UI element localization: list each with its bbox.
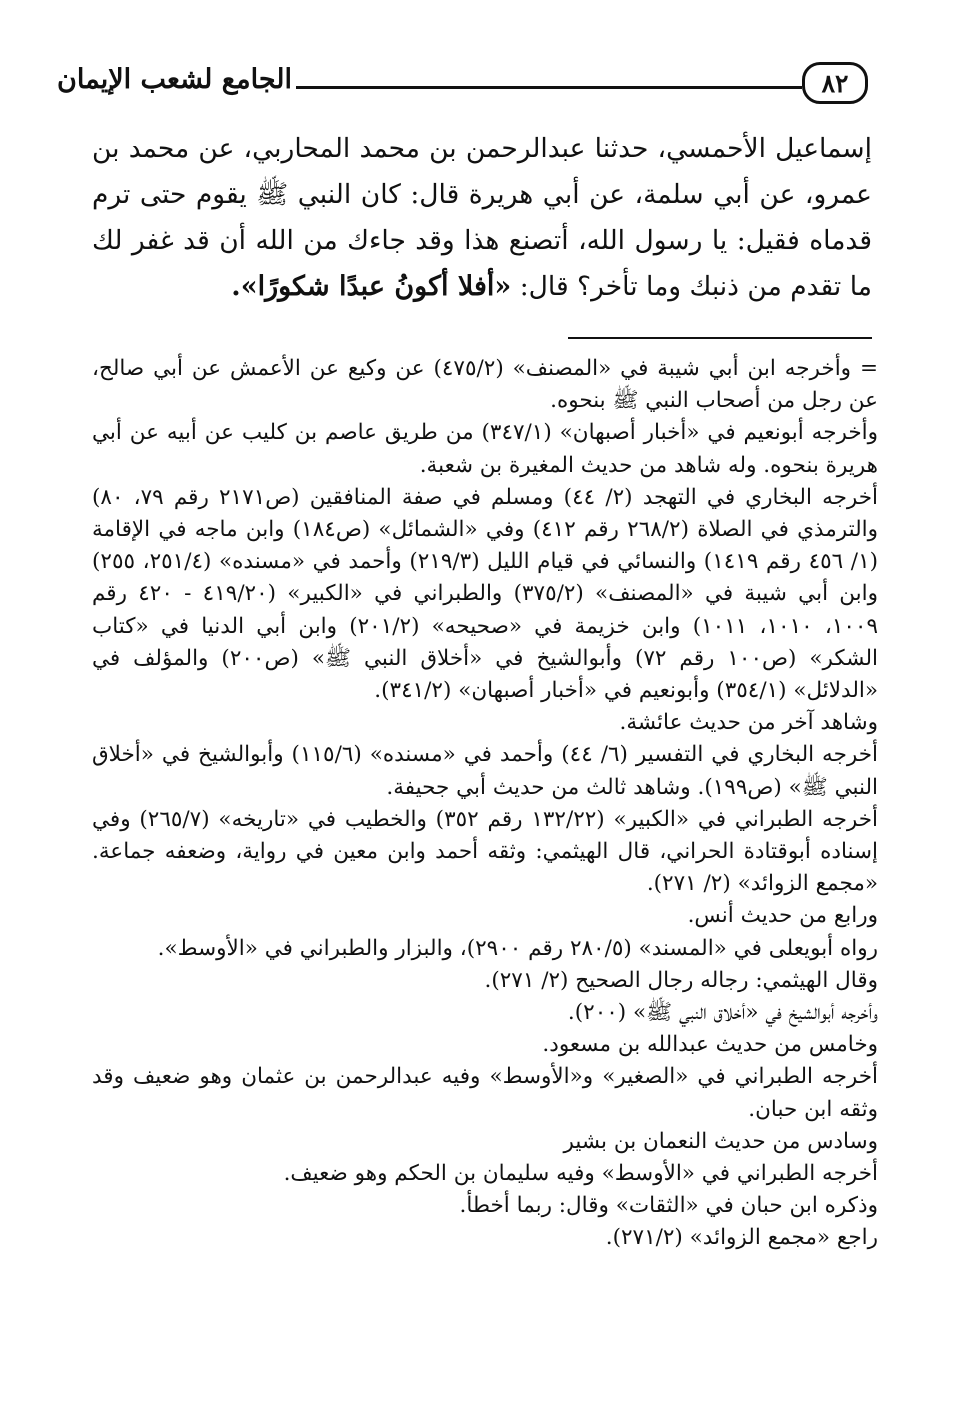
- footnote-line: وخامس من حديث عبدالله بن مسعود.: [542, 1032, 878, 1058]
- footnotes: [92, 353, 878, 1255]
- main-paragraph-text: إسماعيل الأحمسي، حدثنا عبدالرحمن بن محمد المحاربي، عن محمد بن عمرو، عن أبي سلمة، عن أبي هريرة قال: كان النبي ﷺ يقوم حتى ترم قدماه فقيل: يا رسول الله، أتصنع هذا وقد جاءك من الله أن قد غفر لك ما تقدم من ذنبك وما تأخر؟ قال:: [92, 133, 872, 302]
- footnote-line: وسادس من حديث النعمان بن بشير: [563, 1128, 878, 1154]
- footnote-line: رواه أبويعلى في «المسند» (٢٨٠/٥ رقم ٢٩٠٠)، والبزار والطبراني في «الأوسط».: [157, 935, 878, 961]
- footnote-line: وذكره ابن حبان في «الثقات» وقال: ربما أخطأ.: [459, 1193, 878, 1219]
- footnote-line: وقال الهيثمي: رجاله رجال الصحيح (٢/ ٢٧١).: [484, 967, 878, 993]
- footnote-line: راجع «مجمع الزوائد» (٢٧١/٢).: [605, 1225, 878, 1251]
- footnote-line: وأخرجه أبوالشيخ في «أخلاق النبي ﷺ» (٢٠٠).: [567, 1000, 878, 1026]
- book-title: الجامع لشعب الإيمان: [57, 64, 292, 95]
- main-paragraph: [92, 126, 872, 310]
- page-number: ٨٢: [802, 62, 868, 104]
- footnote-separator: [568, 337, 872, 339]
- header-rule: [296, 86, 802, 89]
- page-header: [57, 56, 868, 114]
- closing-quote: «أفلا أكونُ عبدًا شكورًا».: [231, 271, 512, 302]
- footnote-line: أخرجه الطبراني في «الصغير» و«الأوسط» وفيه عبدالرحمن بن عثمان وهو ضعيف وقد وثقه ابن حبان.: [92, 1064, 878, 1122]
- footnote-line: ورابع من حديث أنس.: [687, 903, 878, 929]
- footnote-line: أخرجه البخاري في التفسير (٦/ ٤٤) وأحمد في «مسنده» (١١٥/٦) وأبوالشيخ في «أخلاق النبي ﷺ» (ص١٩٩). وشاهد ثالث من حديث أبي جحيفة.: [92, 742, 879, 800]
- footnote-line: = وأخرجه ابن أبي شيبة في «المصنف» (٤٧٥/٢) عن وكيع عن الأعمش عن أبي صالح، عن رجل من أصحاب النبي ﷺ بنحوه.: [92, 356, 878, 414]
- footnote-line: أخرجه الطبراني في «الكبير» (١٣٢/٢٢ رقم ٣٥٢) والخطيب في «تاريخه» (٢٦٥/٧) وفي إسناده أبوقتادة الحراني، قال الهيثمي: وثقه أحمد وابن معين في رواية، وضعفه جماعة. «مجمع الزوائد» (٢/ ٢٧١).: [92, 806, 878, 897]
- footnote-line: وأخرجه أبونعيم في «أخبار أصبهان» (٣٤٧/١) من طريق عاصم بن كليب عن أبيه عن أبي هريرة بنحوه. وله شاهد من حديث المغيرة بن شعبة.: [92, 420, 878, 478]
- footnote-line: أخرجه البخاري في التهجد (٢/ ٤٤) ومسلم في صفة المنافقين (ص٢١٧١ رقم ٧٩، ٨٠) والترمذي في الصلاة (٢٦٨/٢ رقم ٤١٢) وفي «الشمائل» (ص١٨٤) وابن ماجه في الإقامة (١/ ٤٥٦ رقم ١٤١٩) والنسائي في قيام الليل (٢١٩/٣) وأحمد في «مسنده» (٢٥١/٤، ٢٥٥) وابن أبي شيبة في «المصنف» (٣٧٥/٢) والطبراني في «الكبير» (٤١٩/٢٠ - ٤٢٠ رقم ١٠٠٩، ١٠١٠، ١٠١١) وابن خزيمة في «صحيحه» (٢٠١/٢) وابن أبي الدنيا في «كتاب الشكر» (ص١٠٠ رقم ٧٢) وأبوالشيخ في «أخلاق النبي ﷺ» (ص٢٠٠) والمؤلف في «الدلائل» (٣٥٤/١) وأبونعيم في «أخبار أصبهان» (٣٤١/٢).: [92, 484, 879, 704]
- footnote-line: أخرجه الطبراني في «الأوسط» وفيه سليمان بن الحكم وهو ضعيف.: [283, 1161, 878, 1187]
- footnote-line: وشاهد آخر من حديث عائشة.: [619, 710, 878, 736]
- main-text: [92, 126, 872, 310]
